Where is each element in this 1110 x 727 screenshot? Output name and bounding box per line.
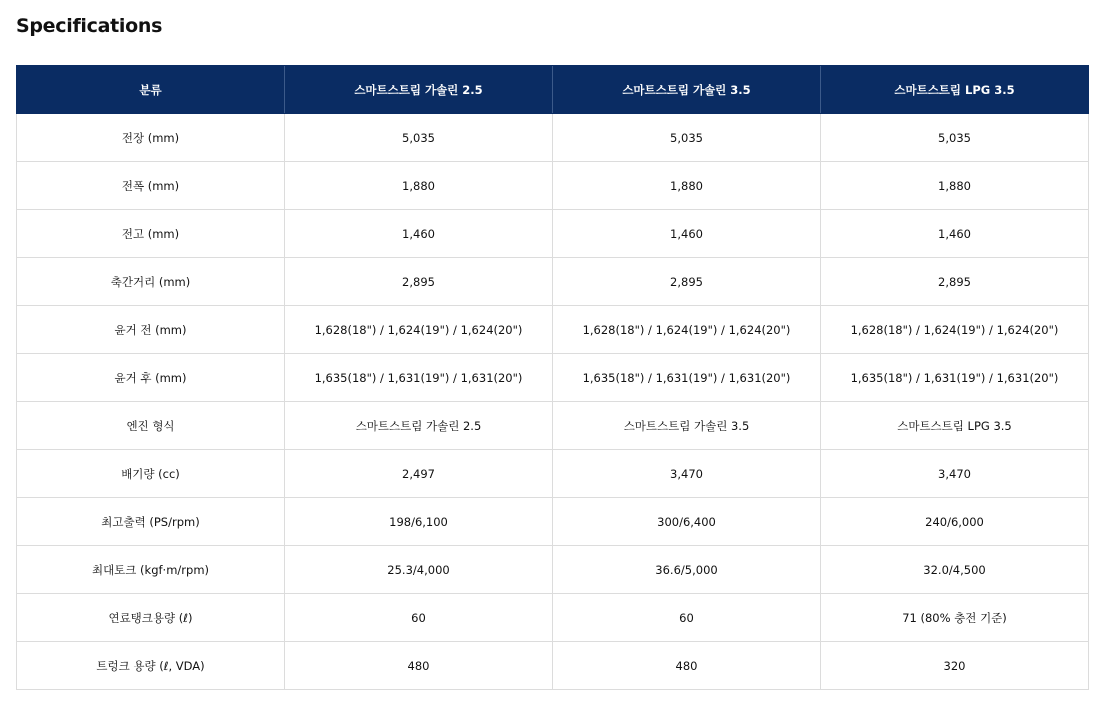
row-label: 연료탱크용량 (ℓ) xyxy=(17,594,285,642)
table-row xyxy=(17,306,1089,354)
table-row xyxy=(17,546,1089,594)
header-gasoline-3-5: 스마트스트림 가솔린 3.5 xyxy=(553,66,821,114)
cell-value: 스마트스트림 가솔린 3.5 xyxy=(553,402,821,450)
header-gasoline-2-5: 스마트스트림 가솔린 2.5 xyxy=(285,66,553,114)
cell-value: 1,628(18") / 1,624(19") / 1,624(20") xyxy=(553,306,821,354)
cell-value: 1,635(18") / 1,631(19") / 1,631(20") xyxy=(285,354,553,402)
cell-value: 5,035 xyxy=(553,114,821,162)
row-label: 전고 (mm) xyxy=(17,210,285,258)
table-row xyxy=(17,162,1089,210)
page-title: Specifications xyxy=(16,15,163,37)
cell-value: 25.3/4,000 xyxy=(285,546,553,594)
table-row xyxy=(17,210,1089,258)
cell-value: 320 xyxy=(821,642,1089,690)
cell-value: 32.0/4,500 xyxy=(821,546,1089,594)
cell-value: 36.6/5,000 xyxy=(553,546,821,594)
table-row xyxy=(17,594,1089,642)
cell-value: 198/6,100 xyxy=(285,498,553,546)
cell-value: 2,497 xyxy=(285,450,553,498)
cell-value: 2,895 xyxy=(553,258,821,306)
cell-value: 60 xyxy=(553,594,821,642)
cell-value: 1,635(18") / 1,631(19") / 1,631(20") xyxy=(821,354,1089,402)
table-header-row xyxy=(17,66,1089,114)
cell-value: 1,880 xyxy=(285,162,553,210)
row-label: 트렁크 용량 (ℓ, VDA) xyxy=(17,642,285,690)
row-label: 배기량 (cc) xyxy=(17,450,285,498)
row-label: 윤거 후 (mm) xyxy=(17,354,285,402)
cell-value: 3,470 xyxy=(821,450,1089,498)
cell-value: 1,460 xyxy=(285,210,553,258)
cell-value: 300/6,400 xyxy=(553,498,821,546)
row-label: 윤거 전 (mm) xyxy=(17,306,285,354)
cell-value: 60 xyxy=(285,594,553,642)
table-row xyxy=(17,354,1089,402)
row-label: 축간거리 (mm) xyxy=(17,258,285,306)
header-lpg-3-5: 스마트스트림 LPG 3.5 xyxy=(821,66,1089,114)
row-label: 엔진 형식 xyxy=(17,402,285,450)
cell-value: 480 xyxy=(553,642,821,690)
table-row xyxy=(17,450,1089,498)
cell-value: 1,460 xyxy=(553,210,821,258)
cell-value: 240/6,000 xyxy=(821,498,1089,546)
cell-value: 스마트스트림 LPG 3.5 xyxy=(821,402,1089,450)
cell-value: 2,895 xyxy=(821,258,1089,306)
cell-value: 1,880 xyxy=(821,162,1089,210)
cell-value: 1,635(18") / 1,631(19") / 1,631(20") xyxy=(553,354,821,402)
table-row xyxy=(17,402,1089,450)
cell-value: 스마트스트림 가솔린 2.5 xyxy=(285,402,553,450)
row-label: 전장 (mm) xyxy=(17,114,285,162)
cell-value: 1,880 xyxy=(553,162,821,210)
cell-value: 3,470 xyxy=(553,450,821,498)
header-category: 분류 xyxy=(17,66,285,114)
table-row xyxy=(17,258,1089,306)
cell-value: 2,895 xyxy=(285,258,553,306)
cell-value: 5,035 xyxy=(821,114,1089,162)
spec-table xyxy=(16,65,1089,690)
cell-value: 1,460 xyxy=(821,210,1089,258)
row-label: 최대토크 (kgf·m/rpm) xyxy=(17,546,285,594)
row-label: 최고출력 (PS/rpm) xyxy=(17,498,285,546)
cell-value: 5,035 xyxy=(285,114,553,162)
cell-value: 480 xyxy=(285,642,553,690)
cell-value: 1,628(18") / 1,624(19") / 1,624(20") xyxy=(821,306,1089,354)
table-row xyxy=(17,114,1089,162)
cell-value: 1,628(18") / 1,624(19") / 1,624(20") xyxy=(285,306,553,354)
cell-value: 71 (80% 충전 기준) xyxy=(821,594,1089,642)
row-label: 전폭 (mm) xyxy=(17,162,285,210)
table-row xyxy=(17,642,1089,690)
table-row xyxy=(17,498,1089,546)
